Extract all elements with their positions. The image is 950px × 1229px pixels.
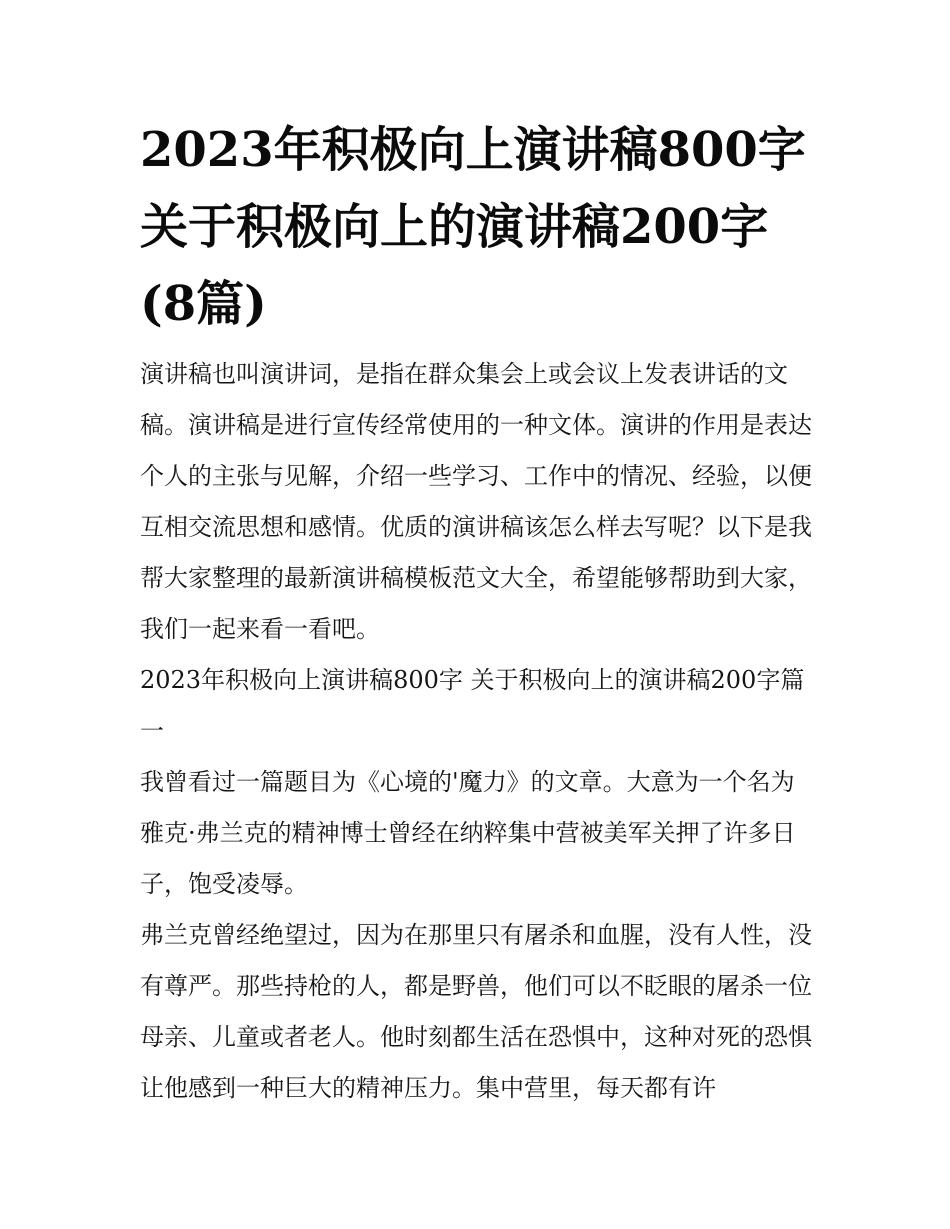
document-title: 2023年积极向上演讲稿800字 关于积极向上的演讲稿200字(8篇) — [140, 122, 806, 332]
document-page — [140, 112, 815, 1114]
section-heading: 2023年积极向上演讲稿800字 关于积极向上的演讲稿200字篇一 — [140, 666, 805, 745]
intro-paragraph: 演讲稿也叫演讲词，是指在群众集会上或会议上发表讲话的文稿。演讲稿是进行宣传经常使用的一种文体。演讲的作用是表达个人的主张与见解，介绍一些学习、工作中的情况、经验，以便互相交流思想和感情。优质的演讲稿该怎么样去写呢？以下是我帮大家整理的最新演讲稿模板范文大全，希望能够帮助到大家，我们一起来看一看吧。 — [140, 360, 812, 643]
body-paragraph-1: 我曾看过一篇题目为《心境的'魔力》的文章。大意为一个名为雅克·弗兰克的精神博士曾经在纳粹集中营被美军关押了许多日子，饱受凌辱。 — [140, 768, 796, 898]
body-paragraph-2: 弗兰克曾经绝望过，因为在那里只有屠杀和血腥，没有人性，没有尊严。那些持枪的人，都是野兽，他们可以不眨眼的屠杀一位母亲、儿童或者老人。他时刻都生活在恐惧中，这种对死的恐惧让他感到一种巨大的精神压力。集中营里，每天都有许 — [140, 921, 812, 1102]
